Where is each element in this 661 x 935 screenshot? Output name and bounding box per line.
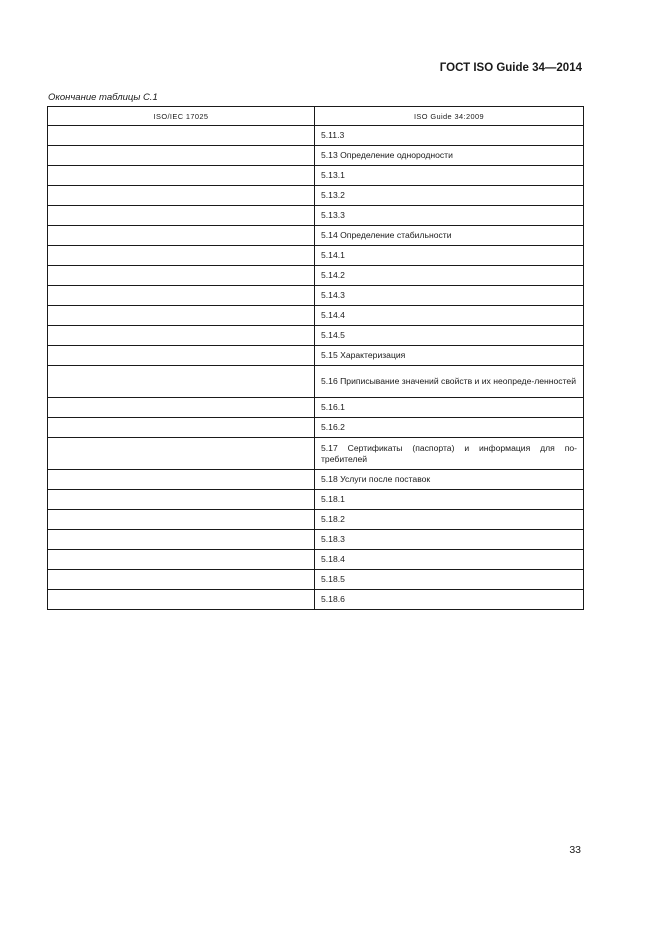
table-row — [48, 266, 584, 286]
table-row — [48, 166, 584, 186]
cell-iso-guide-34: 5.18.1 — [315, 490, 584, 510]
cell-iso-guide-34: 5.18.6 — [315, 590, 584, 610]
cell-iso-guide-34: 5.16 Приписывание значений свойств и их неопреде-ленностей — [315, 366, 584, 398]
cell-iso-guide-34: 5.14.1 — [315, 246, 584, 266]
cell-iso-guide-34: 5.18.2 — [315, 510, 584, 530]
cell-iso-iec-17025 — [48, 470, 315, 490]
cell-iso-iec-17025 — [48, 418, 315, 438]
column-header-iso-guide-34: ISO Guide 34:2009 — [315, 107, 584, 126]
cell-iso-guide-34: 5.13.3 — [315, 206, 584, 226]
cell-iso-guide-34: 5.15 Характеризация — [315, 346, 584, 366]
table-row — [48, 418, 584, 438]
table-row — [48, 398, 584, 418]
cell-iso-iec-17025 — [48, 438, 315, 470]
table-row — [48, 326, 584, 346]
column-header-iso-iec-17025: ISO/IEC 17025 — [48, 107, 315, 126]
table-row — [48, 490, 584, 510]
cell-iso-iec-17025 — [48, 186, 315, 206]
table-row — [48, 570, 584, 590]
cell-iso-guide-34: 5.14.2 — [315, 266, 584, 286]
table-row — [48, 126, 584, 146]
cell-iso-iec-17025 — [48, 490, 315, 510]
cell-iso-iec-17025 — [48, 346, 315, 366]
table-row — [48, 246, 584, 266]
table-row — [48, 530, 584, 550]
table-row — [48, 510, 584, 530]
cell-iso-iec-17025 — [48, 206, 315, 226]
cell-iso-iec-17025 — [48, 286, 315, 306]
cell-iso-iec-17025 — [48, 166, 315, 186]
cell-iso-iec-17025 — [48, 266, 315, 286]
cell-iso-guide-34: 5.18.3 — [315, 530, 584, 550]
table-row — [48, 366, 584, 398]
cell-iso-iec-17025 — [48, 226, 315, 246]
table-row — [48, 550, 584, 570]
cell-iso-iec-17025 — [48, 246, 315, 266]
cell-iso-iec-17025 — [48, 398, 315, 418]
cell-iso-guide-34: 5.13.1 — [315, 166, 584, 186]
cell-iso-iec-17025 — [48, 126, 315, 146]
cell-iso-guide-34: 5.17 Сертификаты (паспорта) и информация для по-требителей — [315, 438, 584, 470]
cell-iso-guide-34: 5.13 Определение однородности — [315, 146, 584, 166]
cell-iso-guide-34: 5.14.3 — [315, 286, 584, 306]
page-number: 33 — [569, 844, 581, 856]
table-row — [48, 206, 584, 226]
table-row — [48, 590, 584, 610]
cell-iso-guide-34: 5.18 Услуги после поставок — [315, 470, 584, 490]
cell-iso-guide-34: 5.16.1 — [315, 398, 584, 418]
cell-iso-guide-34: 5.14.5 — [315, 326, 584, 346]
cell-iso-iec-17025 — [48, 530, 315, 550]
correspondence-table — [47, 106, 584, 610]
table-row — [48, 470, 584, 490]
table-row — [48, 346, 584, 366]
cell-iso-iec-17025 — [48, 590, 315, 610]
table-row — [48, 286, 584, 306]
cell-iso-guide-34: 5.18.5 — [315, 570, 584, 590]
cell-iso-guide-34: 5.14 Определение стабильности — [315, 226, 584, 246]
cell-iso-guide-34: 5.18.4 — [315, 550, 584, 570]
cell-iso-guide-34: 5.14.4 — [315, 306, 584, 326]
document-header: ГОСТ ISO Guide 34—2014 — [439, 62, 582, 74]
cell-iso-iec-17025 — [48, 146, 315, 166]
cell-iso-guide-34: 5.11.3 — [315, 126, 584, 146]
cell-iso-iec-17025 — [48, 570, 315, 590]
table-header-row — [48, 107, 584, 126]
table-row — [48, 226, 584, 246]
table-row — [48, 306, 584, 326]
table-caption: Окончание таблицы С.1 — [48, 92, 158, 103]
table-row — [48, 186, 584, 206]
table-row — [48, 438, 584, 470]
cell-iso-iec-17025 — [48, 510, 315, 530]
cell-iso-guide-34: 5.16.2 — [315, 418, 584, 438]
cell-iso-iec-17025 — [48, 306, 315, 326]
cell-iso-iec-17025 — [48, 366, 315, 398]
cell-iso-guide-34: 5.13.2 — [315, 186, 584, 206]
cell-iso-iec-17025 — [48, 326, 315, 346]
cell-iso-iec-17025 — [48, 550, 315, 570]
table-row — [48, 146, 584, 166]
